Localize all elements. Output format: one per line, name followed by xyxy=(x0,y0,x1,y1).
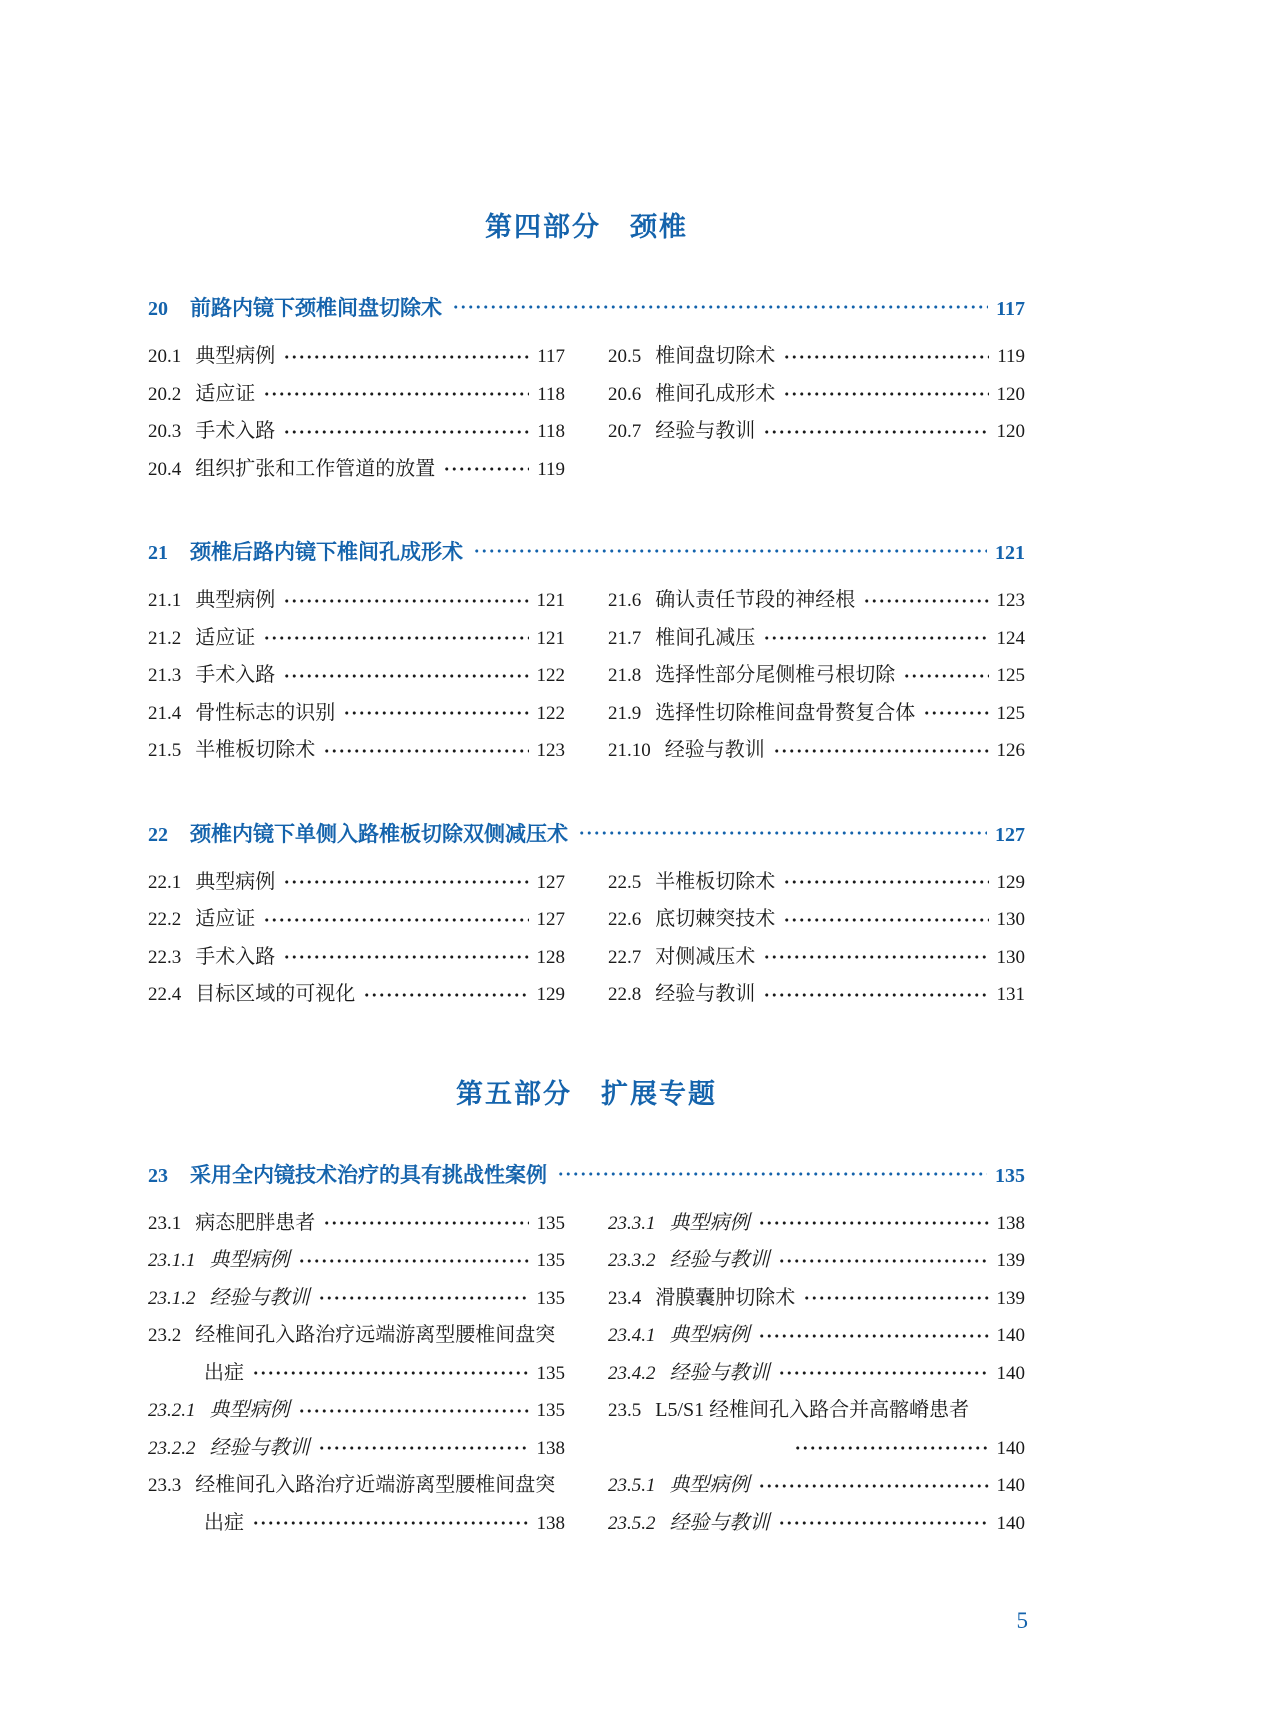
toc-entry-line xyxy=(608,376,1025,414)
entry-title: 半椎板切除术 xyxy=(195,739,316,761)
toc-entry xyxy=(148,1317,565,1392)
dot-leader xyxy=(263,389,529,399)
entry-number: 22.8 xyxy=(608,984,642,1005)
toc-columns xyxy=(148,338,1025,488)
toc-entry-line xyxy=(148,620,565,658)
entry-page: 140 xyxy=(996,1512,1025,1534)
chapter-number: 23 xyxy=(148,1164,168,1187)
dot-leader xyxy=(763,427,988,437)
entry-number: 20.7 xyxy=(608,421,642,442)
dot-leader xyxy=(283,877,528,887)
dot-leader xyxy=(923,708,988,718)
toc-entry xyxy=(148,582,565,620)
dot-leader xyxy=(778,1368,989,1378)
entry-number: 20.3 xyxy=(148,421,182,442)
entry-page: 140 xyxy=(996,1437,1025,1459)
entry-number: 21.9 xyxy=(608,702,642,724)
toc-entry-line xyxy=(148,1430,565,1468)
entry-page: 131 xyxy=(996,984,1025,1005)
toc-entry-line xyxy=(608,1355,1025,1393)
dot-leader xyxy=(323,1218,528,1228)
toc-entry-line xyxy=(608,1205,1025,1243)
dot-leader xyxy=(252,1518,529,1528)
toc-entry xyxy=(148,732,565,770)
entry-number: 22.4 xyxy=(148,984,182,1005)
chapter-title: 采用全内镜技术治疗的具有挑战性案例 xyxy=(190,1163,547,1187)
toc-entry xyxy=(148,657,565,695)
toc-entry xyxy=(148,1280,565,1318)
entry-number: 23.4.1 xyxy=(608,1325,656,1346)
dot-leader xyxy=(473,546,987,556)
entry-number: 21.5 xyxy=(148,740,182,761)
chapter-heading xyxy=(148,292,1025,322)
entry-number: 21.2 xyxy=(148,627,182,649)
dot-leader xyxy=(318,1443,529,1453)
toc-entry xyxy=(608,1205,1025,1243)
toc-entry-line xyxy=(148,413,565,451)
dot-leader xyxy=(763,952,988,962)
toc-entry-line xyxy=(148,732,565,770)
entry-title: L5/S1 经椎间孔入路合并高髂嵴患者 xyxy=(655,1399,970,1421)
toc-entry-line xyxy=(608,1467,1025,1505)
entry-number: 21.4 xyxy=(148,702,182,724)
entry-number: 23.2 xyxy=(148,1325,182,1346)
dot-leader xyxy=(783,877,988,887)
toc-entry xyxy=(608,732,1025,770)
toc-entry xyxy=(608,695,1025,733)
toc-entry-line xyxy=(608,620,1025,658)
entry-title: 经验与教训 xyxy=(209,1436,310,1459)
entry-number: 20.2 xyxy=(148,383,182,405)
entry-number: 23.1.2 xyxy=(148,1287,196,1309)
entry-page: 122 xyxy=(536,665,565,686)
chapter-title: 前路内镜下颈椎间盘切除术 xyxy=(190,297,442,320)
entry-page: 130 xyxy=(996,946,1025,968)
entry-number: 20.6 xyxy=(608,383,642,405)
dot-leader xyxy=(283,352,529,362)
chapter-title: 颈椎内镜下单侧入路椎板切除双侧减压术 xyxy=(190,822,568,846)
toc-entry-line xyxy=(608,901,1025,939)
entry-title: 适应证 xyxy=(195,382,256,405)
entry-page: 122 xyxy=(536,702,565,724)
entry-page: 118 xyxy=(537,383,565,405)
entry-number: 21.3 xyxy=(148,665,182,686)
entry-number: 23.5 xyxy=(608,1400,642,1421)
entry-page: 120 xyxy=(996,421,1025,442)
entry-number: 22.7 xyxy=(608,946,642,968)
toc-entry-line xyxy=(608,657,1025,695)
toc-column-left xyxy=(148,864,565,1014)
entry-page: 128 xyxy=(536,946,565,968)
toc-entry-line xyxy=(608,338,1025,376)
toc-entry-line xyxy=(148,1205,565,1243)
toc-entry xyxy=(608,901,1025,939)
entry-page: 121 xyxy=(536,590,565,611)
entry-page: 129 xyxy=(996,871,1025,893)
part-title: 第四部分 颈椎 xyxy=(485,212,688,242)
toc-entry xyxy=(148,976,565,1014)
entry-title: 典型病例 xyxy=(195,870,276,893)
entry-title: 病态肥胖患者 xyxy=(195,1211,316,1234)
entry-page: 139 xyxy=(996,1250,1025,1271)
entry-number: 22.1 xyxy=(148,871,182,893)
entry-number: 22.5 xyxy=(608,871,642,893)
entry-title: 选择性切除椎间盘骨赘复合体 xyxy=(655,701,916,724)
dot-leader xyxy=(783,389,988,399)
toc-entry-line xyxy=(148,976,565,1014)
entry-title: 典型病例 xyxy=(669,1211,750,1234)
dot-leader xyxy=(318,1293,529,1303)
toc-entry-line xyxy=(148,376,565,414)
toc-entry xyxy=(148,1392,565,1430)
entry-number: 23.5.1 xyxy=(608,1475,656,1496)
entry-title: 典型病例 xyxy=(195,589,276,611)
toc-entry xyxy=(608,864,1025,902)
toc-entry-line xyxy=(148,1317,565,1355)
entry-page: 127 xyxy=(536,909,565,930)
entry-title: 手术入路 xyxy=(195,945,276,968)
entry-page: 120 xyxy=(996,383,1025,405)
dot-leader xyxy=(794,1443,989,1453)
entry-title: 目标区域的可视化 xyxy=(195,983,356,1005)
entry-number: 23.5.2 xyxy=(608,1512,656,1534)
toc-entry xyxy=(608,1242,1025,1280)
entry-number: 23.4 xyxy=(608,1287,642,1309)
toc-columns xyxy=(148,864,1025,1014)
toc-entry-line xyxy=(608,413,1025,451)
toc-entry xyxy=(148,1430,565,1468)
entry-page: 140 xyxy=(996,1475,1025,1496)
entry-page: 129 xyxy=(536,984,565,1005)
dot-leader xyxy=(283,427,529,437)
entry-page: 126 xyxy=(996,740,1025,761)
dot-leader xyxy=(263,915,528,925)
entry-page: 135 xyxy=(536,1212,565,1234)
dot-leader xyxy=(803,1293,988,1303)
entry-page: 121 xyxy=(536,627,565,649)
entry-page: 119 xyxy=(537,458,565,480)
entry-number: 23.3.2 xyxy=(608,1250,656,1271)
entry-number: 20.1 xyxy=(148,346,182,367)
toc-entry-line xyxy=(608,864,1025,902)
toc-entry xyxy=(608,1317,1025,1355)
entry-number: 23.1 xyxy=(148,1212,182,1234)
entry-page: 119 xyxy=(997,346,1025,367)
entry-title: 经验与教训 xyxy=(655,983,756,1005)
toc-column-left xyxy=(148,338,565,488)
page-number: 5 xyxy=(1016,1608,1028,1633)
entry-page: 135 xyxy=(536,1250,565,1271)
entry-number: 20.5 xyxy=(608,346,642,367)
dot-leader xyxy=(298,1256,529,1266)
dot-leader xyxy=(763,990,988,1000)
entry-page: 130 xyxy=(996,909,1025,930)
entry-title: 骨性标志的识别 xyxy=(195,701,336,724)
entry-page: 140 xyxy=(996,1325,1025,1346)
dot-leader xyxy=(758,1481,989,1491)
entry-page: 124 xyxy=(996,627,1025,649)
toc-entry-line xyxy=(148,338,565,376)
toc-entry-line xyxy=(148,939,565,977)
toc-entry-line xyxy=(148,1392,565,1430)
entry-title: 适应证 xyxy=(195,908,256,930)
chapter-page: 127 xyxy=(995,823,1025,846)
toc-column-right xyxy=(608,582,1025,770)
toc-entry-line xyxy=(148,901,565,939)
entry-page: 138 xyxy=(536,1437,565,1459)
dot-leader xyxy=(863,596,988,606)
toc-column-left xyxy=(148,582,565,770)
entry-title: 经验与教训 xyxy=(664,739,765,761)
toc-entry-line xyxy=(608,939,1025,977)
entry-page: 138 xyxy=(536,1512,565,1534)
entry-number: 22.3 xyxy=(148,946,182,968)
dot-leader xyxy=(263,633,528,643)
toc-entry xyxy=(608,376,1025,414)
toc-entry-line xyxy=(148,1242,565,1280)
toc-entry-continuation-line xyxy=(148,1355,565,1393)
toc-entry xyxy=(148,1205,565,1243)
entry-title: 典型病例 xyxy=(209,1249,290,1271)
dot-leader xyxy=(783,915,988,925)
toc-columns xyxy=(148,1205,1025,1543)
entry-page: 138 xyxy=(996,1212,1025,1234)
entry-title: 手术入路 xyxy=(195,420,276,442)
dot-leader xyxy=(283,952,528,962)
entry-title: 确认责任节段的神经根 xyxy=(655,589,856,611)
entry-page: 135 xyxy=(536,1362,565,1384)
toc-entry-line xyxy=(148,451,565,489)
dot-leader xyxy=(557,1169,987,1179)
entry-title: 经验与教训 xyxy=(669,1511,770,1534)
toc-entry-line xyxy=(608,1317,1025,1355)
toc-entry xyxy=(608,620,1025,658)
entry-number: 21.8 xyxy=(608,665,642,686)
toc-column-right xyxy=(608,864,1025,1014)
toc-entry xyxy=(148,1467,565,1542)
toc-entry-line xyxy=(608,1392,1025,1430)
toc-entry-line xyxy=(148,657,565,695)
entry-title: 半椎板切除术 xyxy=(655,870,776,893)
toc-entry xyxy=(148,376,565,414)
entry-page: 123 xyxy=(996,590,1025,611)
dot-leader xyxy=(343,708,528,718)
toc-entry xyxy=(608,338,1025,376)
entry-number: 23.2.2 xyxy=(148,1437,196,1459)
dot-leader xyxy=(283,596,528,606)
dot-leader xyxy=(323,746,528,756)
toc-entry-line xyxy=(608,1280,1025,1318)
toc-entry xyxy=(608,657,1025,695)
toc-entry-line xyxy=(608,1242,1025,1280)
entry-title: 经验与教训 xyxy=(209,1286,310,1309)
toc-entry xyxy=(148,901,565,939)
toc-entry xyxy=(608,1467,1025,1505)
entry-number: 23.1.1 xyxy=(148,1250,196,1271)
toc-entry xyxy=(148,695,565,733)
dot-leader xyxy=(783,352,989,362)
toc-entry-line xyxy=(148,695,565,733)
dot-leader xyxy=(578,828,987,838)
dot-leader xyxy=(298,1406,529,1416)
entry-title: 经验与教训 xyxy=(669,1249,770,1271)
toc-column-right xyxy=(608,338,1025,488)
toc-entry-line xyxy=(148,1280,565,1318)
toc-entry xyxy=(608,1355,1025,1393)
toc-content xyxy=(148,205,1025,1542)
toc-entry xyxy=(608,1505,1025,1543)
chapter-page: 121 xyxy=(995,542,1025,564)
entry-page: 125 xyxy=(996,702,1025,724)
toc-entry xyxy=(148,620,565,658)
toc-entry-line xyxy=(148,864,565,902)
entry-number: 21.7 xyxy=(608,627,642,649)
part-title: 第五部分 扩展专题 xyxy=(456,1078,717,1109)
entry-title: 典型病例 xyxy=(209,1399,290,1421)
entry-number: 20.4 xyxy=(148,458,182,480)
dot-leader xyxy=(778,1518,989,1528)
entry-title: 经椎间孔入路治疗远端游离型腰椎间盘突 xyxy=(195,1324,556,1346)
chapter-heading xyxy=(148,818,1025,848)
dot-leader xyxy=(283,671,528,681)
entry-page: 117 xyxy=(537,346,565,367)
dot-leader xyxy=(903,671,988,681)
entry-title: 椎间孔成形术 xyxy=(655,382,776,405)
toc-entry xyxy=(148,338,565,376)
entry-title: 经验与教训 xyxy=(669,1361,770,1384)
entry-page: 135 xyxy=(536,1400,565,1421)
toc-entry xyxy=(148,864,565,902)
toc-entry xyxy=(148,451,565,489)
toc-entry-line xyxy=(148,1467,565,1505)
entry-number: 21.10 xyxy=(608,740,651,761)
chapter-heading xyxy=(148,1159,1025,1189)
entry-title: 适应证 xyxy=(195,626,256,649)
toc-entry xyxy=(608,976,1025,1014)
toc-entry xyxy=(608,939,1025,977)
dot-leader xyxy=(778,1256,989,1266)
entry-page: 125 xyxy=(996,665,1025,686)
toc-column-left xyxy=(148,1205,565,1543)
entry-title: 底切棘突技术 xyxy=(655,908,776,930)
toc-entry xyxy=(148,413,565,451)
dot-leader xyxy=(452,302,988,312)
toc-columns xyxy=(148,582,1025,770)
entry-title: 典型病例 xyxy=(195,345,276,367)
dot-leader xyxy=(363,990,528,1000)
entry-number: 22.6 xyxy=(608,909,642,930)
toc-entry-line xyxy=(148,582,565,620)
dot-leader xyxy=(773,746,989,756)
entry-number: 23.3.1 xyxy=(608,1212,656,1234)
chapter-number: 22 xyxy=(148,823,168,846)
entry-page: 118 xyxy=(537,421,565,442)
entry-title: 经椎间孔入路治疗近端游离型腰椎间盘突 xyxy=(195,1474,556,1496)
toc-column-right xyxy=(608,1205,1025,1543)
toc-entry-line xyxy=(608,582,1025,620)
toc-entry xyxy=(608,1392,1025,1467)
dot-leader xyxy=(252,1368,529,1378)
entry-page: 140 xyxy=(996,1362,1025,1384)
chapter-page: 117 xyxy=(996,298,1025,320)
entry-title: 椎间盘切除术 xyxy=(655,345,776,367)
toc-entry xyxy=(608,413,1025,451)
dot-leader xyxy=(758,1331,989,1341)
entry-number: 23.2.1 xyxy=(148,1400,196,1421)
entry-continuation: 出症 xyxy=(204,1511,244,1534)
toc-entry xyxy=(148,1242,565,1280)
toc-entry-line xyxy=(608,732,1025,770)
entry-title: 经验与教训 xyxy=(655,420,756,442)
entry-title: 典型病例 xyxy=(669,1474,750,1496)
toc-entry-line xyxy=(608,1505,1025,1543)
toc-entry xyxy=(608,1280,1025,1318)
chapter-heading xyxy=(148,536,1025,566)
toc-entry xyxy=(148,939,565,977)
dot-leader xyxy=(758,1218,989,1228)
entry-number: 23.4.2 xyxy=(608,1362,656,1384)
toc-entry xyxy=(608,582,1025,620)
entry-title: 选择性部分尾侧椎弓根切除 xyxy=(655,664,896,686)
dot-leader xyxy=(443,464,529,474)
entry-continuation: 出症 xyxy=(204,1361,244,1384)
entry-title: 滑膜囊肿切除术 xyxy=(655,1286,796,1309)
entry-page: 139 xyxy=(996,1287,1025,1309)
entry-page: 135 xyxy=(536,1287,565,1309)
chapter-number: 21 xyxy=(148,542,168,564)
toc-entry-line xyxy=(608,976,1025,1014)
chapter-title: 颈椎后路内镜下椎间孔成形术 xyxy=(190,541,463,564)
entry-title: 手术入路 xyxy=(195,664,276,686)
toc-entry-line xyxy=(608,695,1025,733)
entry-number: 21.6 xyxy=(608,590,642,611)
entry-title: 椎间孔减压 xyxy=(655,626,756,649)
toc-entry-continuation-line xyxy=(608,1430,1025,1468)
entry-title: 组织扩张和工作管道的放置 xyxy=(195,457,436,480)
entry-title: 典型病例 xyxy=(669,1324,750,1346)
chapter-number: 20 xyxy=(148,298,168,320)
entry-number: 21.1 xyxy=(148,590,182,611)
entry-page: 123 xyxy=(536,740,565,761)
entry-title: 对侧减压术 xyxy=(655,945,756,968)
toc-entry-continuation-line xyxy=(148,1505,565,1543)
entry-number: 23.3 xyxy=(148,1475,182,1496)
chapter-page: 135 xyxy=(995,1164,1025,1187)
entry-number: 22.2 xyxy=(148,909,182,930)
dot-leader xyxy=(763,633,988,643)
entry-page: 127 xyxy=(536,871,565,893)
